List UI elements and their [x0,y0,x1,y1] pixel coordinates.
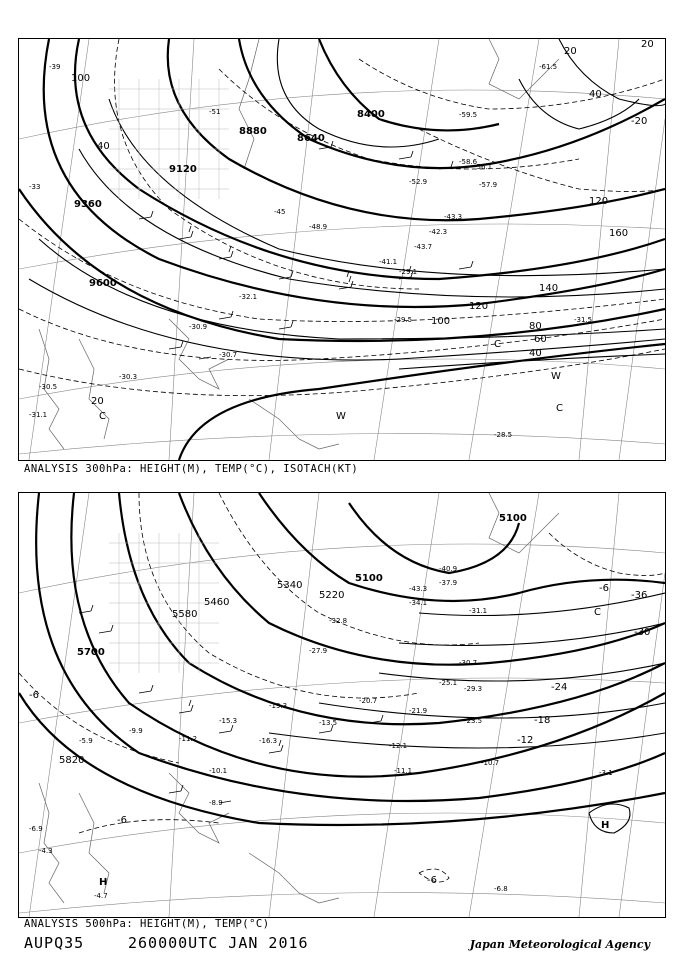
map-500hpa-svg [19,493,665,917]
isotach-label: 20 [91,396,104,407]
isotach-label: 100 [431,316,451,327]
map-panel-300hpa [18,38,666,461]
isotach-label: 120 [589,196,609,207]
temp-value: -13.5 [319,719,338,727]
temp-value: -43.3 [444,213,463,221]
height-label: 8640 [297,133,325,144]
isotach-labels [71,39,654,407]
temp-value: -20.7 [359,697,378,705]
temp-value: -31.1 [469,607,488,615]
temp-value: -16.3 [259,737,278,745]
temp-value: -37.9 [439,579,458,587]
temp-value: -56.1 [474,163,493,171]
graticule [19,39,665,460]
temp-value: -31.5 [574,316,593,324]
isotherm-label: -30 [634,627,651,638]
map-panel-500hpa [18,492,666,918]
isotach-label: 80 [529,321,542,332]
caption-300hpa: ANALYSIS 300hPa: HEIGHT(M), TEMP(°C), ISOTACH(KT) [24,463,359,475]
temp-value: -31.1 [29,411,48,419]
cold-marker: C [594,607,601,618]
height-label: 9360 [74,199,102,210]
height-label: 5100 [499,513,527,524]
height-label: 5340 [277,580,303,591]
isotach-label: 40 [97,141,110,152]
temp-value: -25.1 [439,679,458,687]
temp-value: -15.3 [219,717,238,725]
temp-value: -4.7 [94,892,108,900]
temp-value: -41.1 [379,258,398,266]
isotach-label: 20 [564,46,577,57]
temp-value: -3.1 [599,769,613,777]
temp-value: -6.8 [494,885,508,893]
temp-value: -30.7 [219,351,238,359]
isotach-label: 20 [641,39,654,50]
cold-marker: C [99,411,106,422]
height-label: 9600 [89,278,117,289]
cold-marker: C [494,339,501,350]
temp-value: -58.6 [459,158,478,166]
temp-value: -5.9 [79,737,93,745]
temp-value: -32.8 [329,617,348,625]
temp-value: -39 [49,63,61,71]
temp-value: -19.3 [269,702,288,710]
warm-marker: W [551,371,561,382]
temp-value: -11.2 [179,735,198,743]
isotherm-label: -6 [29,690,39,701]
pressure-markers [99,339,563,422]
isotach-label: 40 [589,89,602,100]
agency-credit: Japan Meteorological Agency [469,938,650,951]
temp-value: -43.7 [414,243,433,251]
warm-marker: W [336,411,346,422]
temp-value: -51 [209,108,221,116]
temp-value: -48.9 [309,223,328,231]
temp-value: -59.5 [459,111,478,119]
map-300hpa-svg [19,39,665,460]
isotherm-label: -6 [599,583,609,594]
wind-barbs [79,605,383,803]
isotherm-label: -36 [631,590,648,601]
height-label: 8400 [357,109,385,120]
isotherm-labels [29,583,650,886]
temp-value: -33 [29,183,41,191]
temp-value: -23.5 [464,717,483,725]
height-label: 5460 [204,597,230,608]
temp-value: -61.5 [539,63,558,71]
height-label: 5700 [77,647,105,658]
temp-value: -4.3 [39,847,53,855]
height-label: 5220 [319,590,345,601]
height-label: 5580 [172,609,198,620]
hatch-region [109,533,219,673]
cold-marker: C [556,403,563,414]
temp-value: -57.9 [479,181,498,189]
isotach-label: 140 [539,283,559,294]
temperature-labels [29,63,592,439]
isotherm-label: -6 [117,815,127,826]
temp-value: -30.9 [189,323,208,331]
temp-value: -45 [274,208,286,216]
temp-value: -8.9 [209,799,223,807]
temp-value: -32.1 [239,293,258,301]
isotherm-label: -24 [551,682,568,693]
high-marker: H [99,877,108,888]
hatch-region [109,79,229,199]
high-marker: H [601,820,610,831]
coastlines [39,493,559,903]
isotherm-label: -12 [517,735,534,746]
temp-value: -10.7 [481,759,500,767]
temp-value: -29.3 [464,685,483,693]
analysis-timestamp: 260000UTC JAN 2016 [128,934,309,952]
temp-value: -10.1 [209,767,228,775]
height-contours [19,39,665,460]
temp-value: -6.9 [29,825,43,833]
height-label: 5100 [355,573,383,584]
temp-value: -30.3 [119,373,138,381]
height-labels [74,109,385,289]
temp-value: -40.9 [439,565,458,573]
height-label: 8880 [239,126,267,137]
isotach-label: 60 [534,334,547,345]
height-label: 5820 [59,755,85,766]
temp-value: -12.1 [389,742,408,750]
height-label: 9120 [169,164,197,175]
temp-value: -11.1 [394,767,413,775]
graticule [19,493,665,917]
temp-value: -28.5 [494,431,513,439]
isotach-label: -20 [631,116,648,127]
isotach-label: 40 [529,348,542,359]
chart-id: AUPQ35 [24,934,85,952]
temp-value: -21.9 [409,707,428,715]
isotach-label: 160 [609,228,629,239]
temp-value: -52.9 [409,178,428,186]
isotherm-label: -18 [534,715,551,726]
temp-value: -9.9 [129,727,143,735]
temp-value: -42.3 [429,228,448,236]
temp-value: -43.3 [409,585,428,593]
temp-value: -34.1 [409,599,428,607]
temp-value: -29.1 [399,268,418,276]
temp-value: -30.5 [39,383,58,391]
isotach-label: 120 [469,301,489,312]
temp-value: -27.9 [309,647,328,655]
isotach-label: 100 [71,73,91,84]
isotherm-label: -6 [427,875,437,886]
temp-value: -29.5 [394,316,413,324]
caption-500hpa: ANALYSIS 500hPa: HEIGHT(M), TEMP(°C) [24,918,270,930]
temp-value: -30.7 [459,659,478,667]
